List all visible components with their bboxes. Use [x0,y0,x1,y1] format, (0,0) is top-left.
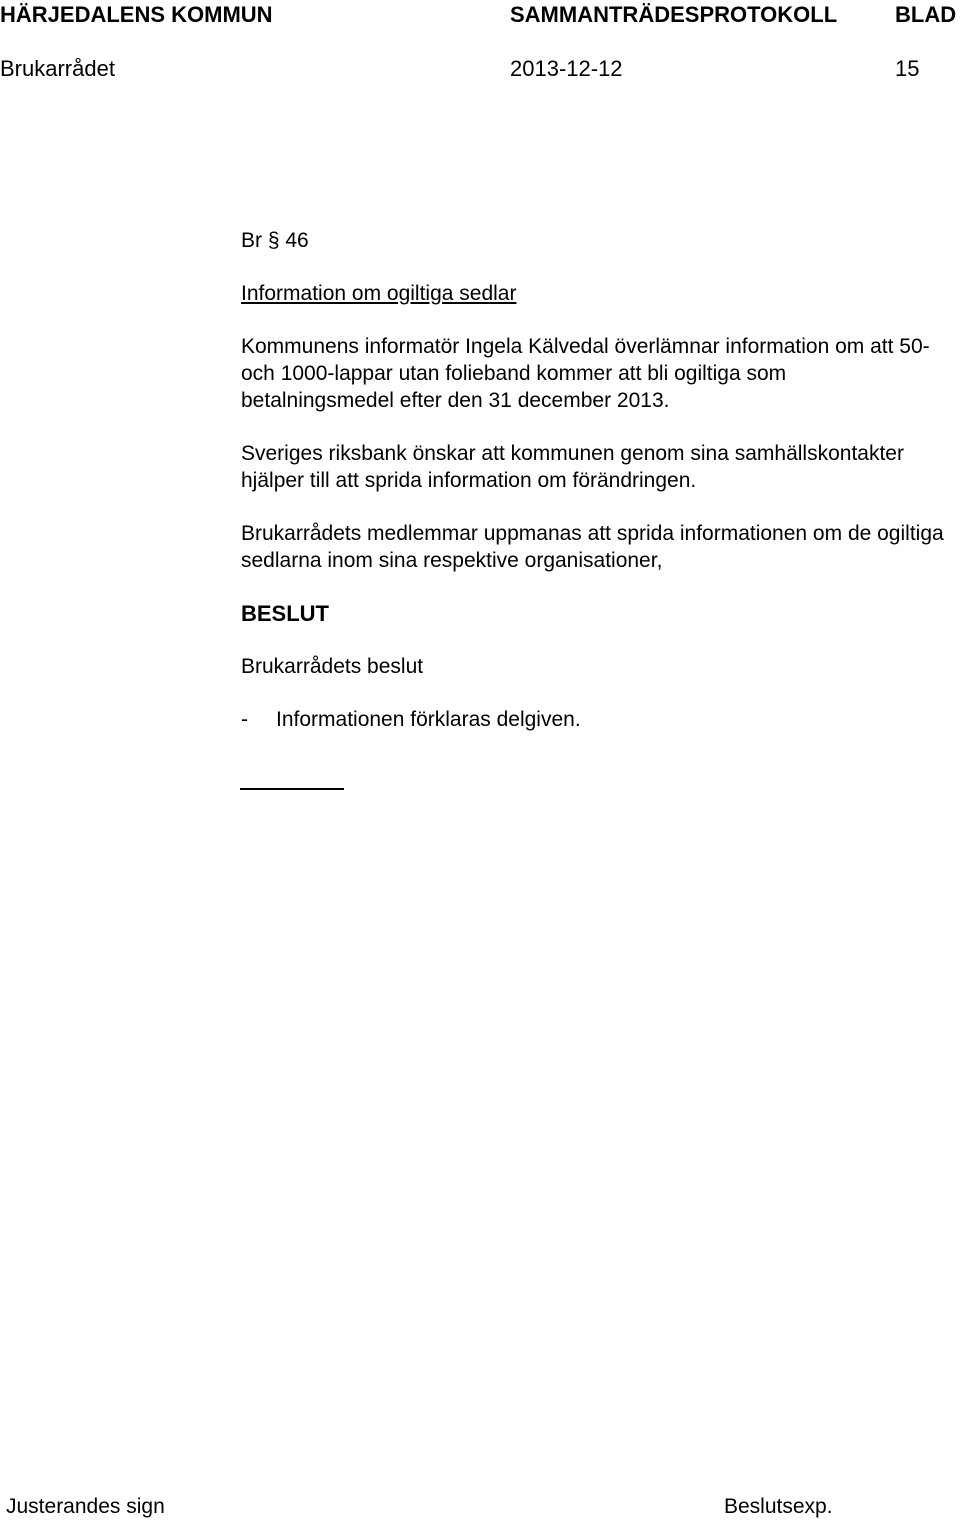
organization-name: HÄRJEDALENS KOMMUN [0,2,273,27]
blad-label: BLAD [895,2,957,27]
paragraph: Brukarrådets medlemmar uppmanas att sprida informationen om de ogiltiga sedlarna inom sina respektive organisationer, [241,522,944,572]
decision-item-text: Informationen förklaras delgiven. [276,708,581,731]
paragraph: Sveriges riksbank önskar att kommunen genom sina samhällskontakter hjälper till att sprida information om förändringen. [241,442,904,492]
page-number: 15 [895,56,920,81]
meeting-date: 2013-12-12 [510,56,623,81]
section-title: Information om ogiltiga sedlar [241,282,517,305]
section-number: Br § 46 [241,229,309,252]
document-type: SAMMANTRÄDESPROTOKOLL [510,2,838,27]
signature-rule [240,788,344,790]
paragraph: Kommunens informatör Ingela Kälvedal överlämnar information om att 50- och 1000-lappar utan folieband kommer att bli ogiltiga som betalningsmedel efter den 31 december 2013. [241,335,930,412]
signature-label: Justerandes sign [6,1495,165,1518]
decision-item [241,706,960,733]
decision-heading: BESLUT [241,601,329,626]
body-name: Brukarrådet [0,56,115,81]
decision-item-bullet: - [241,708,248,731]
section-content [241,227,960,733]
extract-label: Beslutsexp. [724,1495,833,1518]
decision-subheading: Brukarrådets beslut [241,655,424,678]
